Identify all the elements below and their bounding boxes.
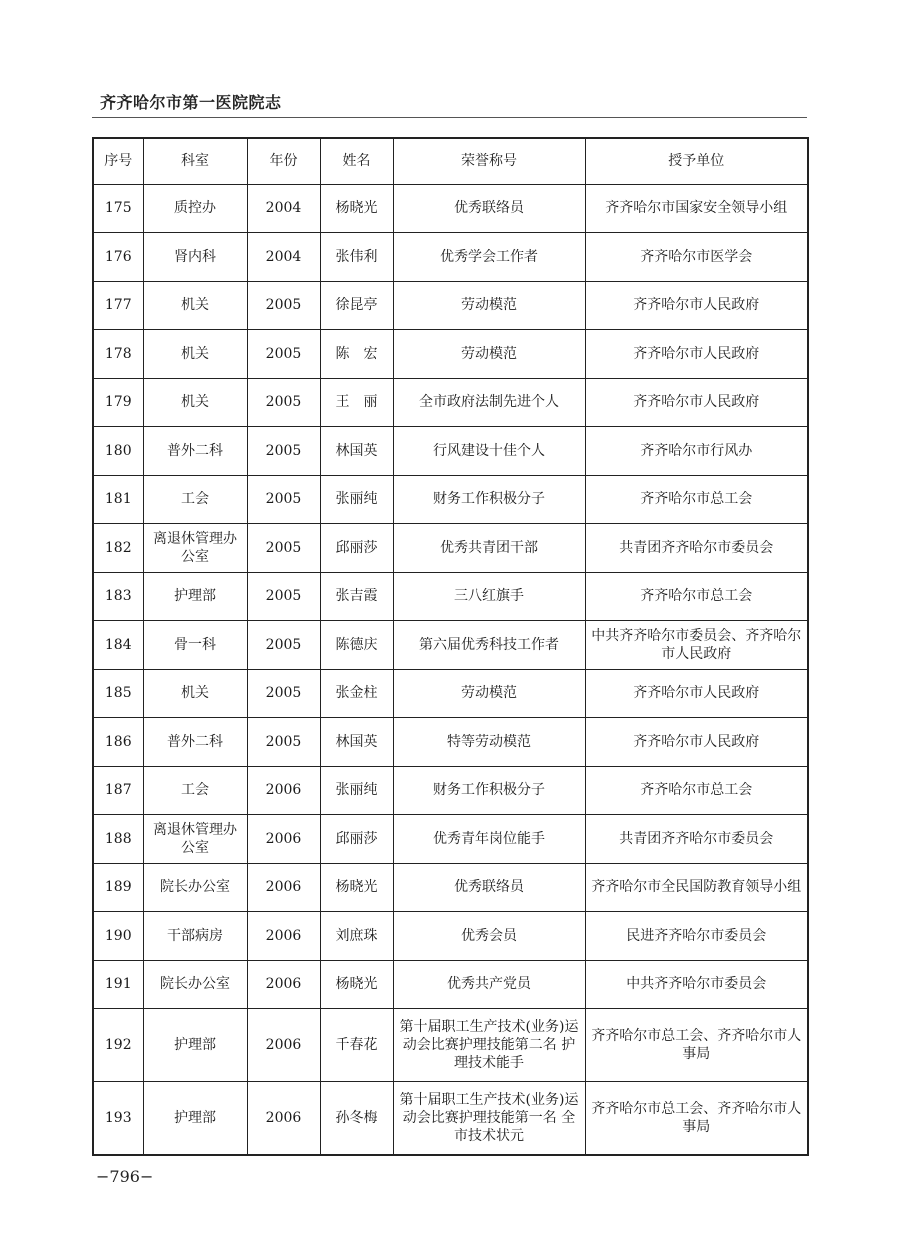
cell-name: 林国英 — [320, 427, 393, 476]
cell-year: 2005 — [247, 524, 320, 573]
cell-honor: 第十届职工生产技术(业务)运动会比赛护理技能第一名 全市技术状元 — [393, 1082, 585, 1155]
cell-no: 187 — [93, 766, 143, 815]
cell-no: 189 — [93, 863, 143, 912]
cell-honor: 劳动模范 — [393, 281, 585, 330]
table-row — [93, 572, 808, 621]
cell-honor: 财务工作积极分子 — [393, 475, 585, 524]
page-number: −796− — [96, 1167, 154, 1186]
cell-dept: 质控办 — [143, 184, 247, 233]
cell-honor: 三八红旗手 — [393, 572, 585, 621]
honors-table — [92, 137, 809, 1156]
cell-name: 张丽纯 — [320, 475, 393, 524]
cell-year: 2004 — [247, 184, 320, 233]
cell-grantor: 齐齐哈尔市总工会、齐齐哈尔市人事局 — [585, 1082, 808, 1155]
cell-grantor: 齐齐哈尔市人民政府 — [585, 718, 808, 767]
cell-no: 182 — [93, 524, 143, 573]
table-row — [93, 863, 808, 912]
cell-dept: 护理部 — [143, 572, 247, 621]
table-row — [93, 330, 808, 379]
cell-grantor: 齐齐哈尔市总工会 — [585, 572, 808, 621]
cell-year: 2005 — [247, 330, 320, 379]
cell-name: 张金柱 — [320, 669, 393, 718]
cell-no: 176 — [93, 233, 143, 282]
cell-year: 2005 — [247, 621, 320, 670]
cell-no: 179 — [93, 378, 143, 427]
cell-no: 193 — [93, 1082, 143, 1155]
cell-no: 177 — [93, 281, 143, 330]
cell-dept: 肾内科 — [143, 233, 247, 282]
cell-name: 邱丽莎 — [320, 524, 393, 573]
cell-honor: 劳动模范 — [393, 330, 585, 379]
cell-no: 190 — [93, 912, 143, 961]
cell-no: 188 — [93, 815, 143, 864]
cell-name: 杨晓光 — [320, 960, 393, 1009]
table-row — [93, 427, 808, 476]
cell-honor: 劳动模范 — [393, 669, 585, 718]
cell-no: 183 — [93, 572, 143, 621]
cell-dept: 骨一科 — [143, 621, 247, 670]
cell-grantor: 民进齐齐哈尔市委员会 — [585, 912, 808, 961]
cell-honor: 优秀会员 — [393, 912, 585, 961]
cell-grantor: 中共齐齐哈尔市委员会、齐齐哈尔市人民政府 — [585, 621, 808, 670]
header-rule — [92, 117, 807, 118]
cell-no: 178 — [93, 330, 143, 379]
cell-dept: 工会 — [143, 766, 247, 815]
col-header-grantor: 授予单位 — [585, 138, 808, 184]
cell-honor: 第六届优秀科技工作者 — [393, 621, 585, 670]
cell-year: 2005 — [247, 669, 320, 718]
cell-no: 184 — [93, 621, 143, 670]
cell-honor: 全市政府法制先进个人 — [393, 378, 585, 427]
col-header-year: 年份 — [247, 138, 320, 184]
cell-name: 杨晓光 — [320, 184, 393, 233]
cell-grantor: 齐齐哈尔市行风办 — [585, 427, 808, 476]
cell-no: 181 — [93, 475, 143, 524]
cell-year: 2006 — [247, 815, 320, 864]
table-row — [93, 378, 808, 427]
cell-dept: 机关 — [143, 669, 247, 718]
cell-grantor: 共青团齐齐哈尔市委员会 — [585, 524, 808, 573]
table-row — [93, 621, 808, 670]
table-row — [93, 524, 808, 573]
cell-name: 邱丽莎 — [320, 815, 393, 864]
cell-honor: 优秀学会工作者 — [393, 233, 585, 282]
cell-dept: 普外二科 — [143, 427, 247, 476]
cell-honor: 优秀联络员 — [393, 863, 585, 912]
cell-year: 2006 — [247, 863, 320, 912]
cell-name: 张吉霞 — [320, 572, 393, 621]
cell-grantor: 共青团齐齐哈尔市委员会 — [585, 815, 808, 864]
cell-no: 186 — [93, 718, 143, 767]
cell-no: 180 — [93, 427, 143, 476]
cell-name: 孙冬梅 — [320, 1082, 393, 1155]
cell-honor: 财务工作积极分子 — [393, 766, 585, 815]
cell-year: 2005 — [247, 378, 320, 427]
col-header-name: 姓名 — [320, 138, 393, 184]
cell-year: 2005 — [247, 281, 320, 330]
cell-no: 185 — [93, 669, 143, 718]
cell-grantor: 齐齐哈尔市人民政府 — [585, 281, 808, 330]
col-header-honor: 荣誉称号 — [393, 138, 585, 184]
cell-name: 王 丽 — [320, 378, 393, 427]
cell-year: 2004 — [247, 233, 320, 282]
cell-grantor: 齐齐哈尔市人民政府 — [585, 669, 808, 718]
cell-honor: 优秀共青团干部 — [393, 524, 585, 573]
cell-year: 2006 — [247, 1082, 320, 1155]
table-row — [93, 766, 808, 815]
cell-year: 2006 — [247, 1009, 320, 1082]
cell-dept: 机关 — [143, 378, 247, 427]
table-body — [93, 184, 808, 1155]
cell-grantor: 齐齐哈尔市总工会、齐齐哈尔市人事局 — [585, 1009, 808, 1082]
cell-name: 刘庶珠 — [320, 912, 393, 961]
cell-dept: 工会 — [143, 475, 247, 524]
cell-honor: 第十届职工生产技术(业务)运动会比赛护理技能第二名 护理技术能手 — [393, 1009, 585, 1082]
col-header-dept: 科室 — [143, 138, 247, 184]
table-header-row — [93, 138, 808, 184]
cell-honor: 优秀青年岗位能手 — [393, 815, 585, 864]
cell-dept: 护理部 — [143, 1009, 247, 1082]
table-row — [93, 233, 808, 282]
cell-year: 2006 — [247, 912, 320, 961]
running-header: 齐齐哈尔市第一医院院志 — [100, 93, 282, 112]
cell-dept: 机关 — [143, 281, 247, 330]
cell-grantor: 齐齐哈尔市国家安全领导小组 — [585, 184, 808, 233]
cell-name: 张伟利 — [320, 233, 393, 282]
cell-name: 杨晓光 — [320, 863, 393, 912]
cell-no: 191 — [93, 960, 143, 1009]
cell-no: 192 — [93, 1009, 143, 1082]
cell-grantor: 齐齐哈尔市人民政府 — [585, 378, 808, 427]
cell-dept: 院长办公室 — [143, 960, 247, 1009]
cell-year: 2005 — [247, 718, 320, 767]
cell-name: 林国英 — [320, 718, 393, 767]
cell-grantor: 中共齐齐哈尔市委员会 — [585, 960, 808, 1009]
cell-dept: 离退休管理办公室 — [143, 524, 247, 573]
cell-name: 徐昆亭 — [320, 281, 393, 330]
cell-dept: 干部病房 — [143, 912, 247, 961]
col-header-no: 序号 — [93, 138, 143, 184]
cell-dept: 机关 — [143, 330, 247, 379]
table-row — [93, 912, 808, 961]
table-row — [93, 960, 808, 1009]
table-row — [93, 815, 808, 864]
cell-dept: 普外二科 — [143, 718, 247, 767]
cell-year: 2005 — [247, 572, 320, 621]
cell-honor: 优秀联络员 — [393, 184, 585, 233]
cell-honor: 优秀共产党员 — [393, 960, 585, 1009]
cell-grantor: 齐齐哈尔市人民政府 — [585, 330, 808, 379]
cell-name: 陈 宏 — [320, 330, 393, 379]
table-row — [93, 1009, 808, 1082]
table-row — [93, 475, 808, 524]
cell-dept: 离退休管理办公室 — [143, 815, 247, 864]
cell-grantor: 齐齐哈尔市全民国防教育领导小组 — [585, 863, 808, 912]
cell-honor: 行风建设十佳个人 — [393, 427, 585, 476]
table-row — [93, 669, 808, 718]
table-row — [93, 1082, 808, 1155]
cell-no: 175 — [93, 184, 143, 233]
cell-dept: 院长办公室 — [143, 863, 247, 912]
table-row — [93, 718, 808, 767]
cell-year: 2005 — [247, 475, 320, 524]
cell-grantor: 齐齐哈尔市总工会 — [585, 766, 808, 815]
cell-year: 2006 — [247, 766, 320, 815]
cell-name: 张丽纯 — [320, 766, 393, 815]
table-row — [93, 184, 808, 233]
cell-grantor: 齐齐哈尔市总工会 — [585, 475, 808, 524]
cell-honor: 特等劳动模范 — [393, 718, 585, 767]
cell-dept: 护理部 — [143, 1082, 247, 1155]
cell-name: 千春花 — [320, 1009, 393, 1082]
cell-grantor: 齐齐哈尔市医学会 — [585, 233, 808, 282]
cell-year: 2005 — [247, 427, 320, 476]
cell-name: 陈德庆 — [320, 621, 393, 670]
cell-year: 2006 — [247, 960, 320, 1009]
table-row — [93, 281, 808, 330]
